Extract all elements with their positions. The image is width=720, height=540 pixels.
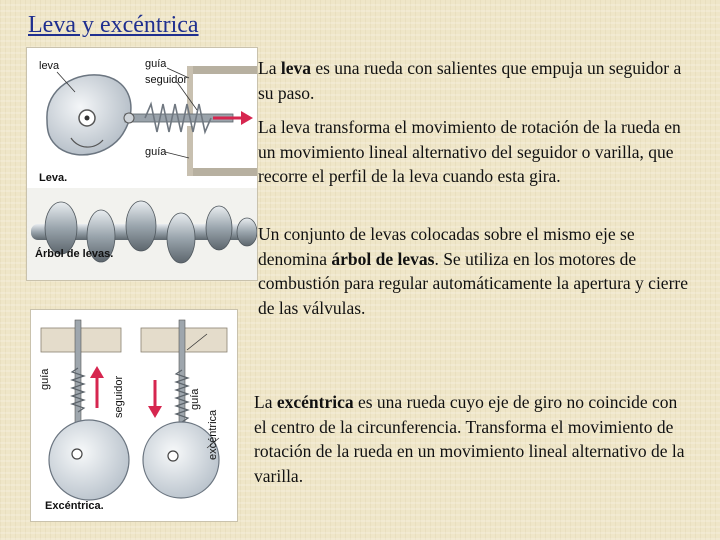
p3-text-c: . Se utiliza en los motores de combustión para regular automáticamente la apertura y cierre de las válvulas.	[258, 248, 688, 318]
seguidor-label: seguidor	[145, 74, 188, 86]
guia-top-label: guía	[145, 58, 167, 70]
excentrica-label: excéntrica	[207, 409, 219, 460]
arbol-caption: Árbol de levas.	[35, 248, 114, 260]
leva-caption: Leva.	[39, 172, 68, 184]
exc-seguidor-label: seguidor	[113, 375, 125, 418]
p1-text-c: es una rueda con salientes que empuja un seguidor a su paso.	[258, 58, 682, 103]
exc-guia-label: guía	[39, 368, 51, 390]
p1-text-a: La	[258, 58, 281, 78]
paragraph-excentrica	[254, 390, 694, 488]
leva-figure	[26, 47, 258, 281]
excentrica-caption: Excéntrica.	[45, 500, 104, 512]
paragraph-arbol-de-levas	[258, 222, 700, 320]
slide-title: Leva y excéntrica	[28, 12, 199, 38]
p2-text: La leva transforma el movimiento de rotación de la rueda en un movimiento lineal alternativo del seguidor o varilla, que recorre el perfil de la leva cuando esta gira.	[258, 117, 681, 186]
guia-bottom-label: guía	[145, 146, 167, 158]
p3-text-a: Un conjunto de levas colocadas sobre el mismo eje se denomina	[258, 224, 635, 269]
p4-text-c: es una rueda cuyo eje de giro no coincide con el centro de la circunferencia. Transforma el movimiento de rotación de la rueda en un movimiento lineal alternativo de la varilla.	[254, 392, 685, 486]
excentrica-figure	[30, 309, 238, 522]
exc-guia2-label: guía	[189, 388, 201, 410]
p4-term-excentrica: excéntrica	[276, 392, 354, 412]
leva-label: leva	[39, 60, 60, 72]
p3-term-arbol: árbol de levas	[331, 248, 435, 269]
paragraph-leva-transforma	[258, 115, 700, 189]
p1-term-leva: leva	[280, 58, 311, 78]
paragraph-leva	[258, 56, 700, 105]
p4-text-a: La	[254, 392, 277, 412]
leva-drawing	[27, 48, 257, 280]
